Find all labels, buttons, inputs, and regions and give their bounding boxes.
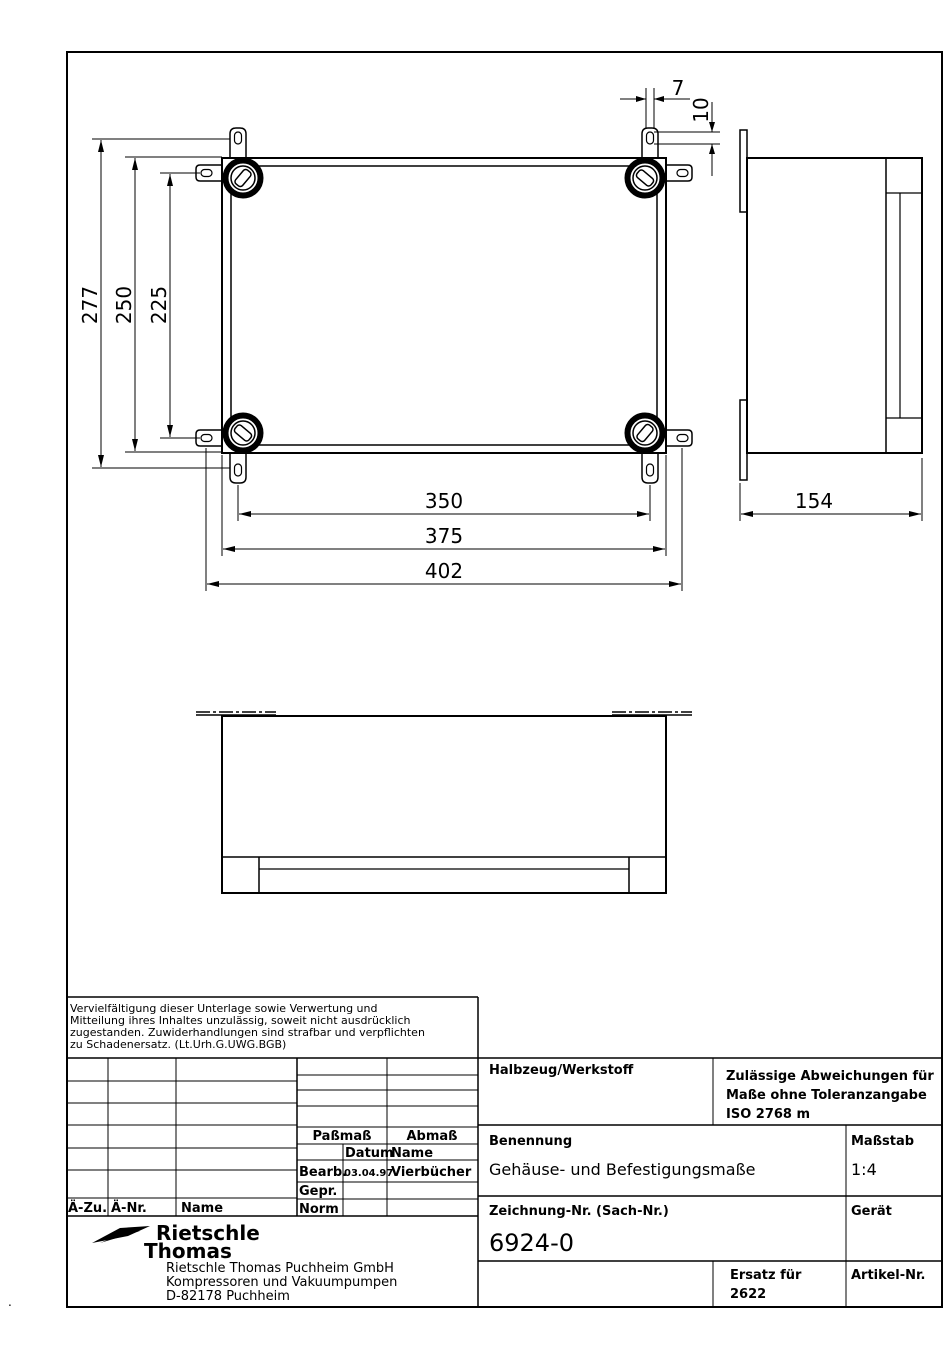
slot-right-bottom [677, 435, 688, 442]
side-view [740, 130, 922, 521]
fits-datum: Datum [345, 1146, 394, 1161]
lock-top-left [223, 158, 263, 198]
slot-top-right [647, 132, 654, 144]
front-view [196, 712, 692, 893]
dim-402: 402 [424, 559, 464, 583]
fits-norm: Norm [299, 1202, 339, 1217]
company-address-1: Rietschle Thomas Puchheim GmbH [166, 1261, 394, 1276]
tolerance-line-1: Zulässige Abweichungen für [726, 1069, 934, 1084]
designation-label: Benennung [489, 1134, 573, 1149]
rev-col-number: Ä-Nr. [111, 1201, 147, 1216]
slot-top-left [235, 132, 242, 144]
slot-left-bottom [201, 435, 212, 442]
fits-gepr: Gepr. [299, 1184, 338, 1199]
material-label: Halbzeug/Werkstoff [489, 1063, 634, 1078]
dim-225: 225 [147, 285, 171, 325]
device-label: Gerät [851, 1204, 892, 1219]
slot-left-top [201, 170, 212, 177]
tolerance-line-2: Maße ohne Toleranzangabe [726, 1088, 927, 1103]
fits-abmass: Abmaß [406, 1129, 458, 1144]
replacement-value: 2622 [730, 1287, 767, 1302]
lock-bottom-left [223, 413, 263, 453]
slot-bottom-left [235, 464, 242, 476]
fits-bearb-date: 03.04.97 [344, 1168, 394, 1179]
copyright-notice [70, 1002, 425, 1051]
top-view [196, 128, 692, 483]
mounting-tab-bottom-left [230, 453, 246, 483]
fits-passmass: Paßmaß [312, 1129, 372, 1144]
dim-350: 350 [424, 489, 464, 513]
notice-line-4: zu Schadenersatz. (Lt.Urh.G.UWG.BGB) [70, 1038, 287, 1051]
company-address-2: Kompressoren und Vakuumpumpen [166, 1275, 398, 1290]
rev-col-change: Ä-Zu. [68, 1201, 108, 1216]
lock-top-right [625, 158, 665, 198]
fits-name: Name [391, 1146, 434, 1161]
lock-bottom-right [625, 413, 665, 453]
logo-rietschle: Rietschle [156, 1221, 260, 1245]
side-flange [740, 130, 747, 212]
dim-250: 250 [112, 285, 136, 325]
slot-right-top [677, 170, 688, 177]
scale-value: 1:4 [851, 1160, 877, 1179]
side-lid [886, 158, 922, 453]
fits-bearb: Bearb. [299, 1165, 348, 1180]
notice-line-3: zugestanden. Zuwiderhandlungen sind strafbar und verpflichten [70, 1026, 425, 1039]
dim-10: 10 [689, 97, 713, 123]
sheet-border [67, 52, 942, 1307]
slot-bottom-right [647, 464, 654, 476]
side-flange-lower [740, 400, 747, 480]
side-body [747, 158, 922, 453]
tolerance-line-3: ISO 2768 m [726, 1107, 811, 1122]
dim-277: 277 [78, 285, 102, 325]
designation: Gehäuse- und Befestigungsmaße [489, 1160, 756, 1179]
article-label: Artikel-Nr. [851, 1268, 926, 1283]
notice-line-1: Vervielfältigung dieser Unterlage sowie Verwertung und [70, 1002, 378, 1015]
dim-7: 7 [671, 76, 685, 100]
lid-outline [231, 166, 657, 445]
scale-label: Maßstab [851, 1134, 915, 1149]
fits-bearb-name: Vierbücher [391, 1165, 472, 1180]
dim-375: 375 [424, 524, 464, 548]
housing-outline [222, 158, 666, 453]
front-body [222, 716, 666, 893]
company-address-3: D-82178 Puchheim [166, 1289, 290, 1304]
mounting-tab-bottom-right [642, 453, 658, 483]
company-logo [92, 1221, 260, 1263]
margin-mark: . [8, 1295, 12, 1309]
drawing-no-label: Zeichnung-Nr. (Sach-Nr.) [489, 1204, 669, 1219]
drawing-no: 6924-0 [489, 1229, 575, 1257]
rev-col-name: Name [181, 1201, 224, 1216]
dim-154: 154 [794, 489, 834, 513]
notice-line-2: Mitteilung ihres Inhaltes unzulässig, soweit nicht ausdrücklich [70, 1014, 411, 1027]
replacement-label: Ersatz für [730, 1268, 802, 1283]
logo-thomas: Thomas [144, 1239, 232, 1263]
